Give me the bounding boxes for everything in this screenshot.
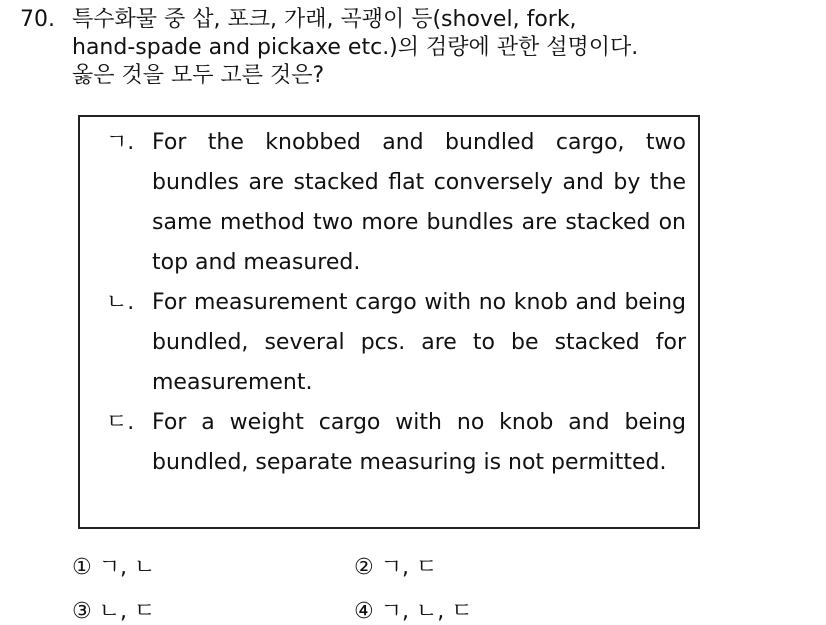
choice-number: ① — [72, 555, 92, 580]
question-number: 70. — [20, 7, 55, 32]
question-stem — [20, 6, 810, 90]
choice-text: ㄱ, ㄴ — [98, 555, 156, 580]
statement-text: For measurement cargo with no knob and being bundled, several pcs. are to be stacked for measurement. — [152, 290, 686, 395]
choice-text: ㄱ, ㄴ, ㄷ — [380, 599, 473, 624]
statement-item — [106, 283, 686, 403]
choice-text: ㄱ, ㄷ — [380, 555, 438, 580]
question-text: 특수화물 중 삽, 포크, 가래, 곡괭이 등(shovel, fork, — [72, 7, 577, 32]
choice-text: ㄴ, ㄷ — [98, 599, 156, 624]
choice-2[interactable] — [354, 550, 437, 581]
statements-box — [78, 115, 700, 529]
choice-number: ③ — [72, 599, 92, 624]
choice-number: ④ — [354, 599, 374, 624]
question-line-1 — [20, 6, 810, 34]
statement-marker: ㄴ. — [106, 290, 135, 315]
choice-3[interactable] — [72, 594, 155, 625]
question-line-2: hand-spade and pickaxe etc.)의 검량에 관한 설명이다. — [72, 35, 639, 60]
statement-text: For the knobbed and bundled cargo, two bundles are stacked flat conversely and by the same method two more bundles are stacked on top and measured. — [152, 130, 686, 275]
choice-1[interactable] — [72, 550, 155, 581]
question-line-3: 옳은 것을 모두 고른 것은? — [72, 63, 325, 88]
statement-marker: ㄷ. — [106, 410, 135, 435]
statement-item — [106, 123, 686, 283]
statement-text: For a weight cargo with no knob and being bundled, separate measuring is not permitted. — [152, 410, 686, 475]
statement-item — [106, 403, 686, 483]
choice-number: ② — [354, 555, 374, 580]
choice-4[interactable] — [354, 594, 472, 625]
statement-marker: ㄱ. — [106, 130, 135, 155]
